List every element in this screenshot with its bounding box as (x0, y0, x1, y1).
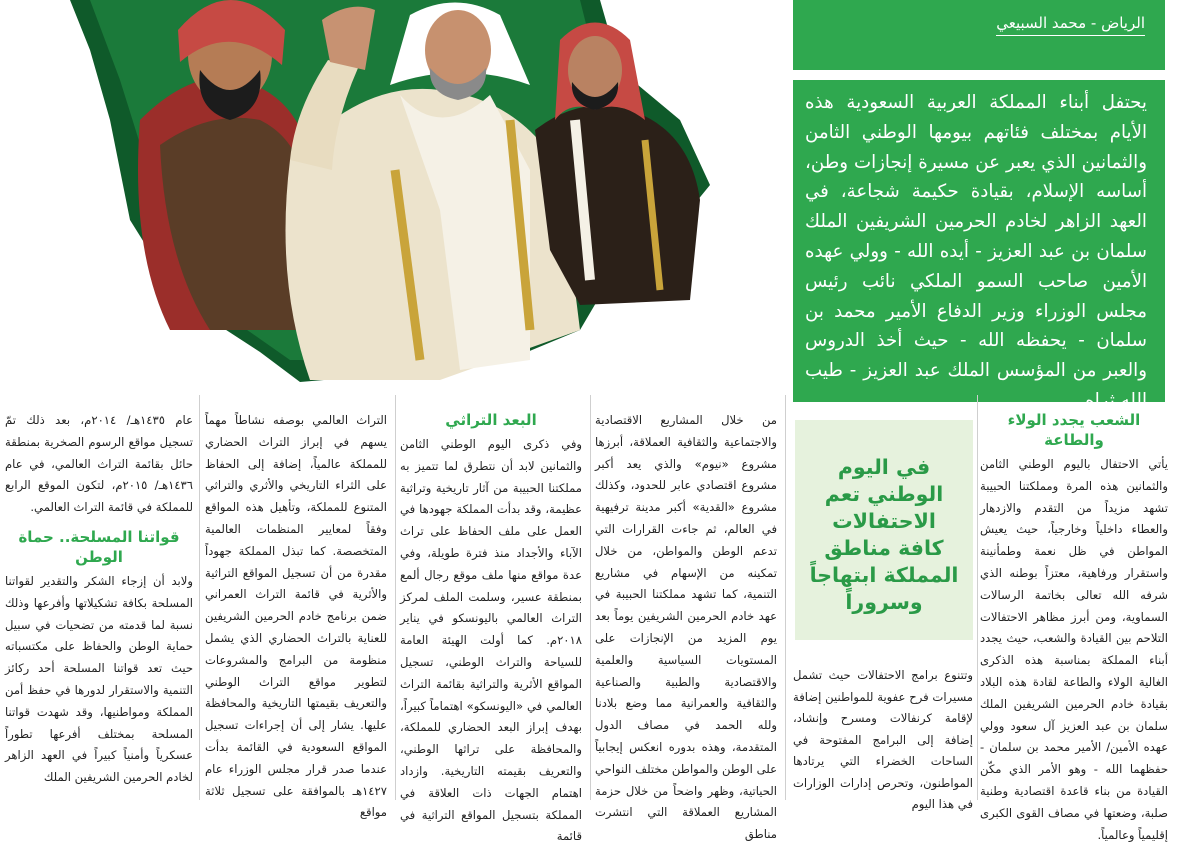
header-banner (793, 0, 1165, 70)
column-2-lower-text: وتتنوع برامج الاحتفالات حيث تشمل مسيرات فرح عفوية للمواطنين إضافة لإقامة كرنفالات ومسرح وإنشاد، إضافة إلى البرامج المفتوحة في الساحات الخضراء التي يرتادها المواطنون، وتحرص إدارات الوزارات في هذا اليوم (793, 668, 973, 811)
article-column-3 (400, 410, 582, 844)
column-2-text: من خلال المشاريع الاقتصادية والاجتماعية والثقافية العملاقة، أبرزها مشروع «نيوم» والذي يعد أكبر مشروع اقتصادي عابر للحدود، وكذلك مشروع «القدية» أكبر مدينة ترفيهية في العالم، ثم جاءت القرارات التي تدعم الوطن والمواطن، من خلال تمكينه من الإسهام في مشاريع التنمية، كما تشهد مملكتنا الحبيبة في عهد خادم الحرمين الشريفين يوماً بعد يوم المزيد من الإنجازات على المستويات السياسية والعلمية والاقتصادية والطبية والصناعية والثقافية والعمرانية مما وضع بلادنا ولله الحمد في مصاف الدول المتقدمة، وهذه بدوره انعكس إيجابياً على الوطن والمواطن مختلف النواحي الحياتية، وظهر واضحاً من خلال حزمة المشاريع العملاقة التي انتشرت مناطق (595, 413, 777, 842)
article-column-5 (5, 410, 193, 800)
article-column-2 (595, 410, 777, 842)
section-heading-loyalty: الشعب يجدد الولاء والطاعة (1007, 411, 1141, 449)
article-column-1 (980, 410, 1168, 842)
intro-paragraph: يحتفل أبناء المملكة العربية السعودية هذه الأيام بمختلف فئاتهم بيومها الوطني الثامن والثمانين الذي يعبر عن مسيرة إنجازات وطن، أساسه الإسلام، بقيادة حكيمة شجاعة، في العهد الزاهر لخادم الحرمين الشريفين الملك سلمان بن عبد العزيز - أيده الله - وولي عهده الأمين صاحب السمو الملكي نائب رئيس مجلس الوزراء وزير الدفاع الأمير محمد بن سلمان - يحفظه الله - حيث أخذ الدروس والعبر من المؤسس الملك عبد العزيز - طيب الله ثراه. (793, 80, 1165, 402)
column-5-text-bottom: ولابد أن إزجاء الشكر والتقدير لقواتنا المسلحة بكافة تشكيلاتها وأفرعها وذلك نسبة لما قدمته من تضحيات في سبيل حماية الوطن والحفاظ على مكتسباته حيث تعد قواتنا المسلحة أحد ركائز التنمية والاستقرار لدورها في حفظ أمن المملكة ومواطنيها، وقد شهدت قواتنا المسلحة بمختلف أفرعها تطوراً عسكرياً وأمنياً كبيراً في العهد الزاهر لخادم الحرمين الشريفين الملك (5, 573, 193, 785)
column-divider (199, 395, 200, 800)
article-column-4 (205, 410, 387, 820)
column-divider (785, 395, 786, 800)
column-divider (395, 395, 396, 800)
column-1-text: يأتي الاحتفال باليوم الوطني الثامن والثمانين هذه المرة ومملكتنا الحبيبة تشهد مزيداً من التقدم والازدهار والعطاء داخلياً وخارجياً، حيث يعيش المواطن في ظل نعمة وطمأنينة واستقرار ورفاهية، معتزاً بوطنه الذي شرفه الله تعالى بخاتمة الرسالات السماوية، ومن أبرز مظاهر الاحتفالات التلاحم بين القيادة والشعب، حيث يجدد أبناء المملكة بمناسبة هذه الذكرى الغالية الولاء والطاعة لقادة هذه البلاد بقيادة خادم الحرمين الشريفين الملك سلمان بن عبد العزيز آل سعود وولي عهده الأمين/ الأمير محمد بن سلمان - حفظهما الله - وهو الأمر الذي مكّن القيادة من بناء قاعدة اقتصادية وطنية صلبة، وضعتها في مصاف القوى الكبرى إقليمياً وعالمياً. (980, 457, 1168, 842)
column-4-text: التراث العالمي بوصفه نشاطاً مهماً يسهم في إبراز التراث الحضاري للمملكة عالمياً، إضافة إلى الحفاظ على الثراء التاريخي والأثري والتراثي المتنوع للمملكة، وتأهيل هذه المواقع وفقاً لمعايير المنظمات العالمية المتخصصة. كما تبذل المملكة جهوداً مقدرة من أن تسجيل المواقع التراثية والأثرية في قائمة التراث العمراني ضمن برنامج خادم الحرمين الشريفين للعناية بالتراث الحضاري الذي يشمل منظومة من البرامج والمشروعات لتطوير مواقع التراث الوطني والتعريف بقيمتها التاريخية والمحافظة عليها. يشار إلى أن إجراءات تسجيل المواقع السعودية في القائمة بدأت عندما صدر قرار مجلس الوزراء عام ١٤٢٧هـ بالموافقة على تسجيل ثلاثة مواقع (205, 413, 387, 820)
hero-illustration (60, 0, 710, 385)
section-heading-armed-forces: قواتنا المسلحة.. حماة الوطن (18, 527, 180, 566)
column-5-text-top: عام ١٤٣٥هـ/ ٢٠١٤م، بعد ذلك تمّ تسجيل مواقع الرسوم الصخرية بمنطقة حائل بقائمة التراث العالمي، في عام ١٤٣٦هـ/ ٢٠١٥م، لتكون الموقع الرابع للمملكة في قائمة التراث العالمي. (5, 413, 193, 515)
column-divider (590, 395, 591, 800)
pull-quote: في اليوم الوطني تعم الاحتفالات كافة مناطق المملكة ابتهاجاً وسروراً (795, 420, 973, 640)
article-byline: الرياض - محمد السبيعي (996, 14, 1145, 36)
leaders-portrait-image (60, 0, 710, 385)
column-3-text: وفي ذكرى اليوم الوطني الثامن والثمانين لابد أن نتطرق لما تتميز به مملكتنا الحبيبة من آثار تاريخية وتراثية عظيمة، وقد بدأت المملكة جهودها في العمل على ملف الحفاظ على تراث الآباء والأجداد منذ فترة طويلة، وفي عدة مواقع منها ملف موقع رجال ألمع بمنطقة عسير، وسلمت الملف لمركز التراث العالمي باليونسكو في يناير ٢٠١٨م. كما أولت الهيئة العامة للسياحة والتراث الوطني، تسجيل المواقع الأثرية والتراثية بقائمة التراث العالمي في «اليونسكو» اهتماماً كبيراً، بهدف إبراز البعد الحضاري للمملكة، والمحافظة على تراثها الوطني، والتعريف بقيمته التاريخية. وازداد اهتمام الجهات ذات العلاقة في المملكة بتسجيل المواقع التراثية في قائمة (400, 437, 582, 844)
section-heading-heritage: البعد التراثي (445, 411, 537, 429)
column-divider (977, 395, 978, 800)
